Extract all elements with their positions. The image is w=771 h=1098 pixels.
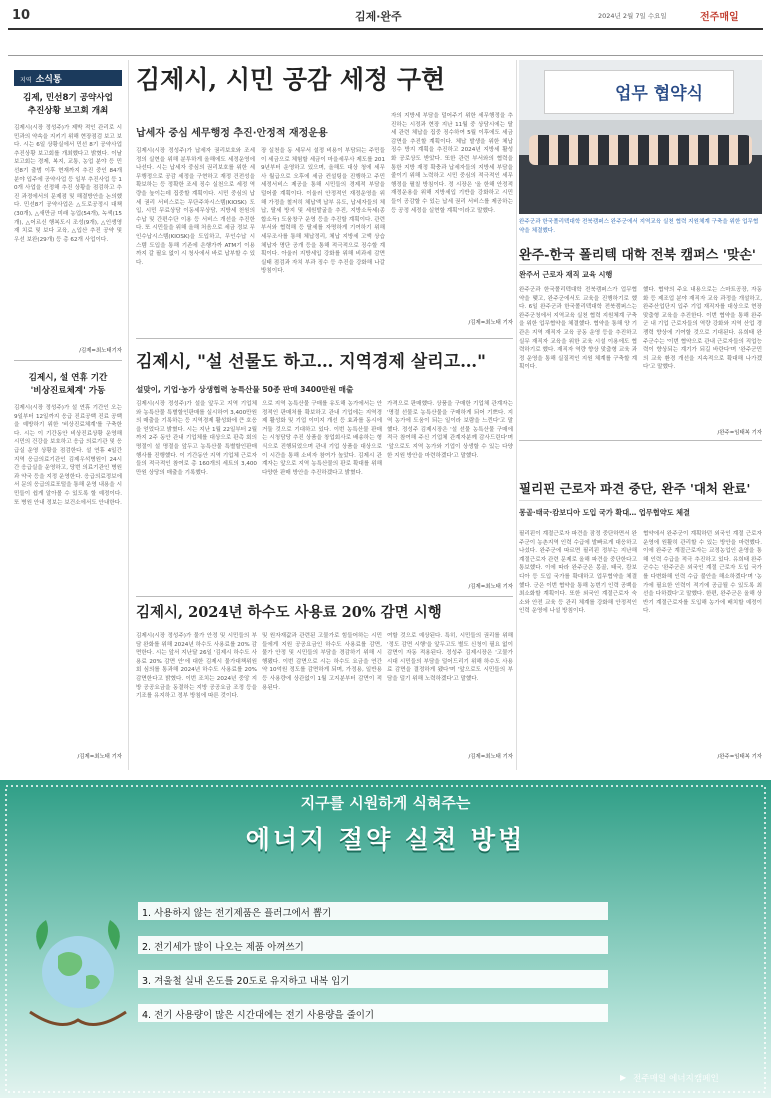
article3-col3: 여할 것으로 예상된다. 특히, 시민들의 권리를 위해 '정도 감면 시행'을 앞두고도 별도 신청이 필요 없이 감면이 자동 적용된다. 정성주 김제시장은 '고물가 시대 시민들의 부담을 덜어드리기 위해 하수도 사용료 감면을 결정하게 됐다'며 '앞으로도 시민들의 부담을 덜기 위해 노력하겠다'고 말했다. — [387, 633, 513, 682]
article3-headline: 김제시, 2024년 하수도 사용료 20% 감면 시행 — [136, 604, 442, 621]
banner-item-2: 2. 전기세가 많이 나오는 제품 아껴쓰기 — [138, 936, 608, 954]
article5-col2: 협약에서 완주군이 계획하던 외국인 계절 근로자 운영에 원활히 관리할 수 있는 방안을 마련했다. 이에 완주군 계절근로자는 교정농업인 운영을 통해 인력 수급을 적극 추진하고 있다. 유희태 완주군수는 '완주군은 외국인 계절 근로자 도입 국가를 다변화해 인력 수급 불안을 해소하겠다'며 '농가에 필요한 인력이 적기에 공급될 수 있도록 최선을 다하겠다'고 말했다. 한편, 완주군은 올해 상반기 계절근로자를 도입해 농가에 배치할 예정이다. — [643, 531, 762, 615]
header-rule — [8, 28, 763, 30]
sidebar-tag-title: 소식통 — [35, 75, 62, 85]
article1-col3: 자의 지방세 부담을 덜어주기 위한 세무행정을 추진하는 시정과 현장 지난 11월 중 상담시에는 탈세 관련 체납을 집중 징수하여 5월 이후에도 세금 감면을 추진할 계획이다. 체납 발생을 위한 체납 징수 방지 계획을 추진하고 2024년 지방세 활성화 공로상도 받았다. 또한 관련 부서와의 협력을 통한 지방 재정 확충과 납세자들의 지방세 부담을 줄이기 위해 노력하고 시민 중심의 적극적인 세무행정을 펼칠 방침이다. 정 시장은 '올 한해 안정적 재정운용을 위해 지방세입 기반을 강화하고 시민들이 공감할 수 있는 납세 권리 서비스를 제공하는 등 공정 세정을 실현할 계획'이라고 말했다. — [391, 113, 513, 214]
article2-subhead: 설맞이, 기업·농가 상생협력 농특산물 50종 판매 3400만원 매출 — [136, 385, 354, 394]
banner-title-small: 지구를 시원하게 식혀주는 — [300, 794, 471, 812]
article5-col1: 필리핀이 계절근로자 파견을 잠정 중단하면서 완주군이 농촌지역 인력 수급에 발빠르게 대응하고 나섰다. 완주군에 따르면 필리핀 정부는 지난해 계절근로자 관련 문제로 올해 파견을 중단한다고 통보했다. 이에 따라 완주군은 몽골, 태국, 캄보디아 등 도입 국가를 확대하고 업무협약을 체결했다. 군은 이번 협약을 통해 농번기 인력 공백을 최소화할 계획이다. 또한 외국인 계절근로자 숙소와 안전 교육 등 관리 체계를 강화해 안정적인 인력 운영에 나설 방침이다. — [519, 531, 637, 615]
banner-item-1: 1. 사용하지 않는 전기제품은 플러그에서 뽑기 — [138, 902, 608, 920]
photo-banner: 업무 협약식 — [544, 70, 734, 114]
article4-bottom-rule — [519, 440, 762, 441]
sidebar-news1-body: 김제시(시장 정성주)가 제박 적인 관리로 시민과의 약속을 지키기 위해 현장점검 보고 보다. 시는 6일 상황실에서 민선 8기 공약사업 추진상황 보고회를 개최했다고 밝혔다. 이날 보고회는 경제, 복지, 교통, 농업 분야 등 민선8기 출범 이후 현재까지 추진 중인 84개 분야 입주에 공약사업 등 일부 추진사업 등 10개 사업을 선정해 추진 상황을 점검하고 추진 과정에서의 문제점 및 해결방안을 논의했다. 민선8기 공약사업은 △도로공정시 대책(30개), △새만금 미래 농업(54개), 녹색(15개), △어르신 행복도시 조성(9개), △인생영재 치료 및 보다 교육, △입산 추진 공약 및 우선 보완(29개) 등 총 62개 사업이다. — [14, 125, 122, 243]
article-photo — [519, 60, 762, 214]
article2-bottom-rule — [136, 596, 513, 597]
article1-byline: /김제=최노태 기자 — [468, 320, 513, 326]
article1-subhead: 납세자 중심 세무행정 추진·안정적 재정운용 — [136, 128, 328, 139]
section-title: 김제·완주 — [355, 10, 402, 23]
article5-byline: /완주=임태복 기자 — [717, 754, 762, 760]
article5-headline: 필리핀 근로자 파견 중단, 완주 '대처 완료' — [519, 481, 751, 496]
banner-item-3: 3. 겨울철 실내 온도를 20도로 유지하고 내복 입기 — [138, 970, 608, 988]
article2-col3: 가격으로 판매했다. 상품을 구매한 기업체 관계자는 '명절 선물로 농특산물을 구매하게 되어 기쁘다. 지역 농가에 도움이 되는 일이라 보람을 느낀다'고 말했다. 정성주 김제시장은 '설 선물 농특산물 구매에 적극 참여해 주신 기업체 관계자분께 감사드린다'며 '앞으로도 지역 농가와 기업이 상생할 수 있는 다양한 지원 방안을 마련하겠다'고 말했다. — [387, 401, 513, 459]
article3-col2: 및 원자재값과 관련된 고물가로 힘들어하는 시민들에게 지원 공공요금인 하수도 사용료를 감면, 물가 안정 및 시민들의 부담을 경감하기 위해 시행됐다. 이번 감면으로 시는 하수도 요금을 연간 약 10억원 정도를 감면하게 되며, 가정용, 일반용 등 사용량에 상관없이 1월 고지분부터 감면이 적용된다. — [262, 633, 382, 691]
article4-rule — [519, 264, 762, 265]
page-number: 10 — [12, 8, 31, 23]
article4-col1: 완주군과 한국폴리텍대학 전북캠퍼스가 업무협약을 맺고, 완주군에서도 교육을 진행하기로 했다. 6일 완주군과 한국폴리텍대학 전북캠퍼스는 완주군청에서 지역교육 실천 협력 지원체계 구축을 위한 업무협약을 체결했다. 협약을 통해 양 기관은 지역 재직자 교육 공동 운영 등을 추진하고 실무 재직자 교육을 위한 교육 시설 이용에도 협력하기로 했다. 재직자 역량 향상 맞춤형 교육 과정 운영을 통해 실질적인 지원 체계를 구축할 계획이다. — [519, 287, 637, 371]
sidebar-news1-title: 김제, 민선8기 공약사업 추진상황 보고회 개최 — [23, 93, 113, 116]
article1-bottom-rule — [136, 338, 513, 339]
article3-col1: 김제시(시장 정성주)가 물가 안정 및 시민들의 부담 완화를 위해 2024년 하수도 사용료를 20% 감면한다. 시는 앞서 지난달 26일 '김제시 하수도 사용료 20% 감면 안'에 대한 김제시 물가대책위원회 심의를 통과해 2024년 하수도 사용료를 20% 감면한다고 밝혔다. 이번 조치는 2024년 중앙 지방 공공요금을 동결하는 지방 공공요금 조정 등을 기조를 유지하고 정부 방침에 따른 것이다. — [136, 633, 257, 700]
article2-headline: 김제시, "설 선물도 하고… 지역경제 살리고…" — [136, 352, 486, 372]
article1-col2: 장 실천을 동 세무서 설정 비용이 부담되는 주민들이 세금으로 체험할 세금이 마을세무사 제도를 2019년부터 운영하고 있으며, 올해도 대상 청에 세무사 월급으로 오후에 세금 컨설팅을 진행하고 주민 세정서비스 제공을 통해 시민들의 경제적 부담을 덜어줄 계획이다. 이울러 안정적인 재정운영을 위해 가정을 철저히 체납액 납부 유도, 납세자들의 체납, 탈세 방지 및 세원발굴을 추진, 지방소득세(종합소득) 도움창구 운영 등을 추진할 계획이다. 관련 부서와 협력해 등 탈세를 자명하게 기여하기 위해 세무조사를 통해 체납정리, 체납 지방세 고액 상습 체납자 명단 공개 등을 통해 적극적으로 징수할 계획이다. 아울러 지방세입 강화를 위해 비과세 감면 실태 점검과 자치 부과 징수 등 추진을 강화해 나갈 방침이다. — [261, 148, 385, 275]
article4-subhead: 완주서 근로자 재직 교육 시행 — [519, 270, 613, 279]
article4-col2: 했다. 협약의 주요 내용으로는 스마트공장, 자동화 등 제조업 분야 재직자 교육 과정을 개설하고, 완주산업단지 입주 기업 재직자를 대상으로 현장 맞춤형 교육을 추진한다. 이번 협약을 통해 완주군 내 기업 근로자들의 역량 강화와 지역 산업 경쟁력 향상에 기여할 것으로 기대된다. 유희태 완주군수는 '이번 협약으로 관내 근로자들의 직업능력이 향상되는 계기가 되길 바란다'며 '완주군민의 교육 환경 개선을 지속적으로 확대해 나가겠다'고 말했다. — [643, 287, 762, 371]
article4-headline: 완주-한국 폴리텍 대학 전북 캠퍼스 '맞손' — [519, 248, 756, 263]
article5-subhead: 몽골·태국·캄보디아 도입 국가 확대… 업무협약도 체결 — [519, 508, 690, 517]
article2-col1: 김제시(시장 정성주)가 설을 앞두고 지역 기업체와 농특산물 특별할인판매를 실시하여 3,400만원의 매출을 기록하는 등 지역경제 활성화에 큰 호응을 얻었다고 밝혔다. 시는 지난 1월 22일부터 2월까지 2주 동안 관내 기업체를 대상으로 판촉 회의 명절이 설 명절을 앞두고 농특산물 특별할인판매 행사를 진행했다. 이 기간동안 지역 기업체 근로자들의 적극적인 참여로 총 160개의 세트의 3,400만원 상당의 매출을 기록했다. — [136, 401, 257, 476]
sidebar-news2-body: 김제시(시장 정성주)가 설 연휴 기간인 오는 9일부터 12일까지 응급 진료공백 진료 공백을 예방하기 위한 '비상진료체계'를 구축한다. 시는 이 기간동안 비상진료상황 운영해 시민의 건강을 보호하고 응급 의료기관 및 응급실 운영 상황을 점검한다. 설 연휴 4일간 지역 응급의료기관인 김제우석병원이 24시간 응급실을 운영하고, 당번 의료기관인 병원과 약국 등을 지정 운영한다. 응급의료정보에서 문의 응급의료포털을 통해 운영 내용을 시민들이 쉽게 알아볼 수 있도록 할 예정이다. 또 병원 안내 정보는 보건소에서도 안내한다. — [14, 405, 122, 506]
right-column-vrule — [516, 60, 517, 770]
photo-faces — [529, 135, 752, 165]
sidebar-tag-label: 지역 — [20, 77, 32, 84]
article1-col1: 김제시(시장 정성주)가 납세자 권리보호와 조세정의 실현을 위해 분투하게 올해에도 세정운영에 나선다. 시는 납세자 중심의 권리보호를 위한 세무행정으로 공감 세정을 구현하고 재정 건전성을 확보하는 등 정확한 조세 징수 실천으로 세정 역량을 높이는데 집중할 계획이다. 시민 중심의 납세 권리 서비스로는 무단주차시스템(KIOSK) 도입, 시민 무료상담 이동세무상담, 지방세 천원의 수납 및 간편수단 이용 등 서비스 개선을 추진한다. 또 시민들을 위해 올해 처음으로 세금 정보 무인수납시스템(KIOSK)을 도입하고, 무인수납 시스템 도입을 통해 기존에 은행가까 ATM기 이용까지 갈 필요 없이 시 청사에서 바로 납부할 수 있다. — [136, 148, 255, 266]
article1-headline: 김제시, 시민 공감 세정 구현 — [136, 65, 446, 94]
play-icon: ▶ — [620, 1073, 627, 1082]
article2-col2: 으로 지역 농특산물 구매를 유도해 농가에서는 안정적인 판매처를 확보하고 관내 기업에는 지역경제 활성화 및 기업 이미지 개선 등 효과를 동시에 거둘 것으로 기대하고 있다. 이번 농특산물 판매는 시청담당 추진 상품을 창업회사로 배송하는 형식으로 진행되었으며 관내 기업 상품을 대상으로 이 시간을 통해 소비자 참여가 높았다. 김제시 관계자는 앞으로 지역 농특산물의 판로 확대를 위해 다양한 판매 방안을 추진하겠다고 밝혔다. — [262, 401, 382, 476]
energy-campaign-banner — [0, 780, 771, 1098]
banner-item-4: 4. 전기 사용량이 많은 시간대에는 전기 사용량을 줄이기 — [138, 1004, 608, 1022]
brand-logo: 전주매일 — [700, 12, 739, 23]
sidebar-divider — [14, 360, 122, 361]
sidebar-news2-title: 김제시, 설 연휴 기간 '비상진료체계' 가동 — [28, 373, 108, 396]
article4-byline: /완주=임태복 기자 — [717, 430, 762, 436]
article5-rule — [519, 500, 762, 501]
article3-byline: /김제=최노태 기자 — [468, 754, 513, 760]
hands-icon — [30, 1012, 126, 1025]
banner-title-big: 에너지 절약 실천 방법 — [245, 825, 526, 854]
issue-date: 2024년 2월 7일 수요일 — [598, 12, 667, 20]
sidebar-vrule — [128, 60, 129, 770]
sidebar-news1-byline: /김제=최노태기자 — [79, 348, 122, 354]
campaign-label: 전주매일 에너지캠페인 — [633, 1074, 719, 1084]
sidebar-news2-byline: /김제=최노태 기자 — [77, 754, 122, 760]
article2-byline: /김제=최노태 기자 — [468, 584, 513, 590]
header-subrule — [8, 55, 763, 56]
sidebar-tag — [14, 70, 122, 86]
photo-caption: 완주군과 한국폴리텍대학 전북캠퍼스 완주군에서 지역교육 실천 협력 지원체계 구축을 위한 업무협약을 체결했다. — [519, 219, 759, 234]
